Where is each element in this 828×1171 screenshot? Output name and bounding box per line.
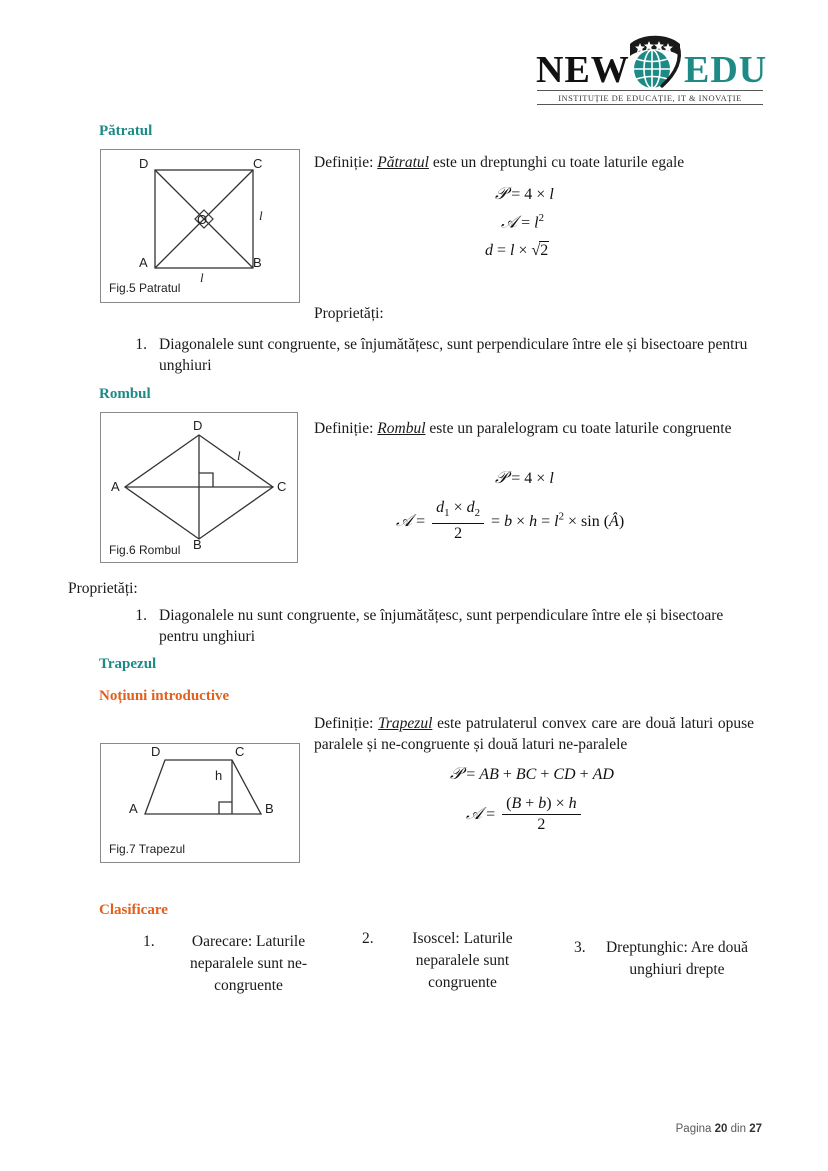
definition-square-term: Pătratul [377, 154, 429, 171]
definition-trapezoid [314, 713, 754, 755]
classification-item-1-number: 1. [143, 933, 155, 950]
definition-rhombus-term: Rombul [377, 420, 426, 437]
classification-item-2-text: Isoscel: Laturile neparalele sunt congruente [412, 930, 513, 991]
classification-item-1 [143, 931, 328, 997]
logo-tagline: INSTITUȚIE DE EDUCAȚIE, IT & INOVAȚIE [537, 90, 763, 105]
trapezoid-vertex-C: C [235, 744, 245, 759]
rhombus-vertex-D: D [193, 418, 203, 433]
definition-trapezoid-rest: este patrulaterul convex care are două laturi opuse paralele și ne-congruente și două laturi ne-paralele [314, 715, 754, 753]
figure-rhombus [100, 412, 298, 563]
square-side-label-bottom: l [200, 270, 204, 285]
logo-wordmark [536, 30, 768, 91]
formula-rhombus-perimeter: 𝒫 = 4 × l [495, 468, 554, 487]
rhombus-vertex-A: A [111, 479, 120, 494]
formula-square-area: 𝒜 = $l^2$ [501, 212, 545, 232]
figure-trapezoid [100, 743, 300, 863]
definition-square-rest: este un dreptunghi cu toate laturile egale [428, 154, 685, 171]
logo-word-new: NEW [536, 49, 630, 91]
subheading-notiuni-introductive: Noțiuni introductive [99, 688, 230, 704]
heading-patratul: Pătratul [99, 123, 153, 139]
classification-item-1-text: Oarecare: Laturile neparalele sunt ne-congruente [189, 933, 308, 994]
footer-prefix: Pagina [675, 1123, 715, 1135]
trapezoid-vertex-D: D [151, 744, 161, 759]
definition-rhombus-prefix: Definiție: [314, 420, 378, 437]
rhombus-vertex-C: C [277, 479, 287, 494]
square-side-label-right: l [259, 208, 263, 223]
square-vertex-D: D [139, 156, 149, 171]
property-item-rhombus-1-text: Diagonalele nu sunt congruente, se înjumătățesc, sunt perpendiculare între ele și bisectoare pentru unghiuri [159, 607, 724, 645]
definition-rhombus-rest: este un paralelogram cu toate laturile congruente [425, 420, 732, 437]
heading-clasificare: Clasificare [99, 902, 168, 918]
formula-trapezoid-area: 𝒜 = $\frac{(B + b) \times h}{2}$ [466, 796, 584, 835]
formula-square-diagonal: d = l × √2 [485, 242, 549, 259]
figure-square [100, 149, 300, 303]
heading-trapezul: Trapezul [99, 656, 157, 672]
heading-rombul: Rombul [99, 386, 151, 402]
properties-label-square: Proprietăți: [314, 305, 384, 322]
page-footer [676, 1123, 762, 1135]
footer-middle: din [727, 1123, 750, 1135]
logo-word-edu: EDU [684, 49, 768, 91]
square-vertex-C: C [253, 156, 263, 171]
trapezoid-height-label: h [215, 768, 223, 783]
figure-caption-fig5: Fig.5 Patratul [109, 281, 181, 295]
square-vertex-B: B [253, 255, 262, 270]
classification-item-3 [574, 937, 754, 981]
brand-logo [536, 22, 768, 108]
classification-item-3-number: 3. [574, 939, 586, 956]
footer-total-pages: 27 [749, 1123, 762, 1135]
formula-square-perimeter: 𝒫 = 4 × l [495, 184, 554, 203]
property-item-rhombus-1 [125, 605, 755, 647]
footer-page-number: 20 [714, 1123, 728, 1135]
definition-trapezoid-term: Trapezul [378, 715, 433, 732]
classification-item-2-number: 2. [362, 930, 374, 947]
trapezoid-vertex-B: B [265, 801, 274, 816]
classification-item-2 [362, 928, 537, 994]
formula-trapezoid-perimeter: 𝒫 = AB + BC + CD + AD [450, 764, 614, 783]
property-item-square-1 [125, 334, 755, 376]
definition-square [314, 152, 754, 173]
square-center-O: O [197, 212, 208, 227]
trapezoid-vertex-A: A [129, 801, 138, 816]
figure-caption-fig7: Fig.7 Trapezul [109, 842, 186, 856]
rhombus-side-label: l [237, 448, 241, 463]
rhombus-vertex-B: B [193, 537, 202, 552]
properties-label-rhombus: Proprietăți: [68, 580, 138, 597]
property-item-rhombus-1-number: 1. [135, 607, 147, 624]
classification-item-3-text: Dreptunghic: Are două unghiuri drepte [605, 939, 749, 978]
property-item-square-1-text: Diagonalele sunt congruente, se înjumătățesc, sunt perpendiculare între ele și bisectoare pentru unghiuri [159, 336, 748, 374]
globe-shield-logo-icon [618, 30, 692, 92]
definition-trapezoid-prefix: Definiție: [314, 715, 379, 732]
definition-rhombus [314, 418, 754, 439]
formula-rhombus-area: 𝒜 = $\frac{d_1 \times d_2}{2}$ = $b \times h = l^2 \times \sin$ (Â) [396, 499, 625, 543]
definition-square-prefix: Definiție: [314, 154, 378, 171]
square-vertex-A: A [139, 255, 148, 270]
figure-caption-fig6: Fig.6 Rombul [109, 543, 181, 557]
property-item-square-1-number: 1. [135, 336, 147, 353]
